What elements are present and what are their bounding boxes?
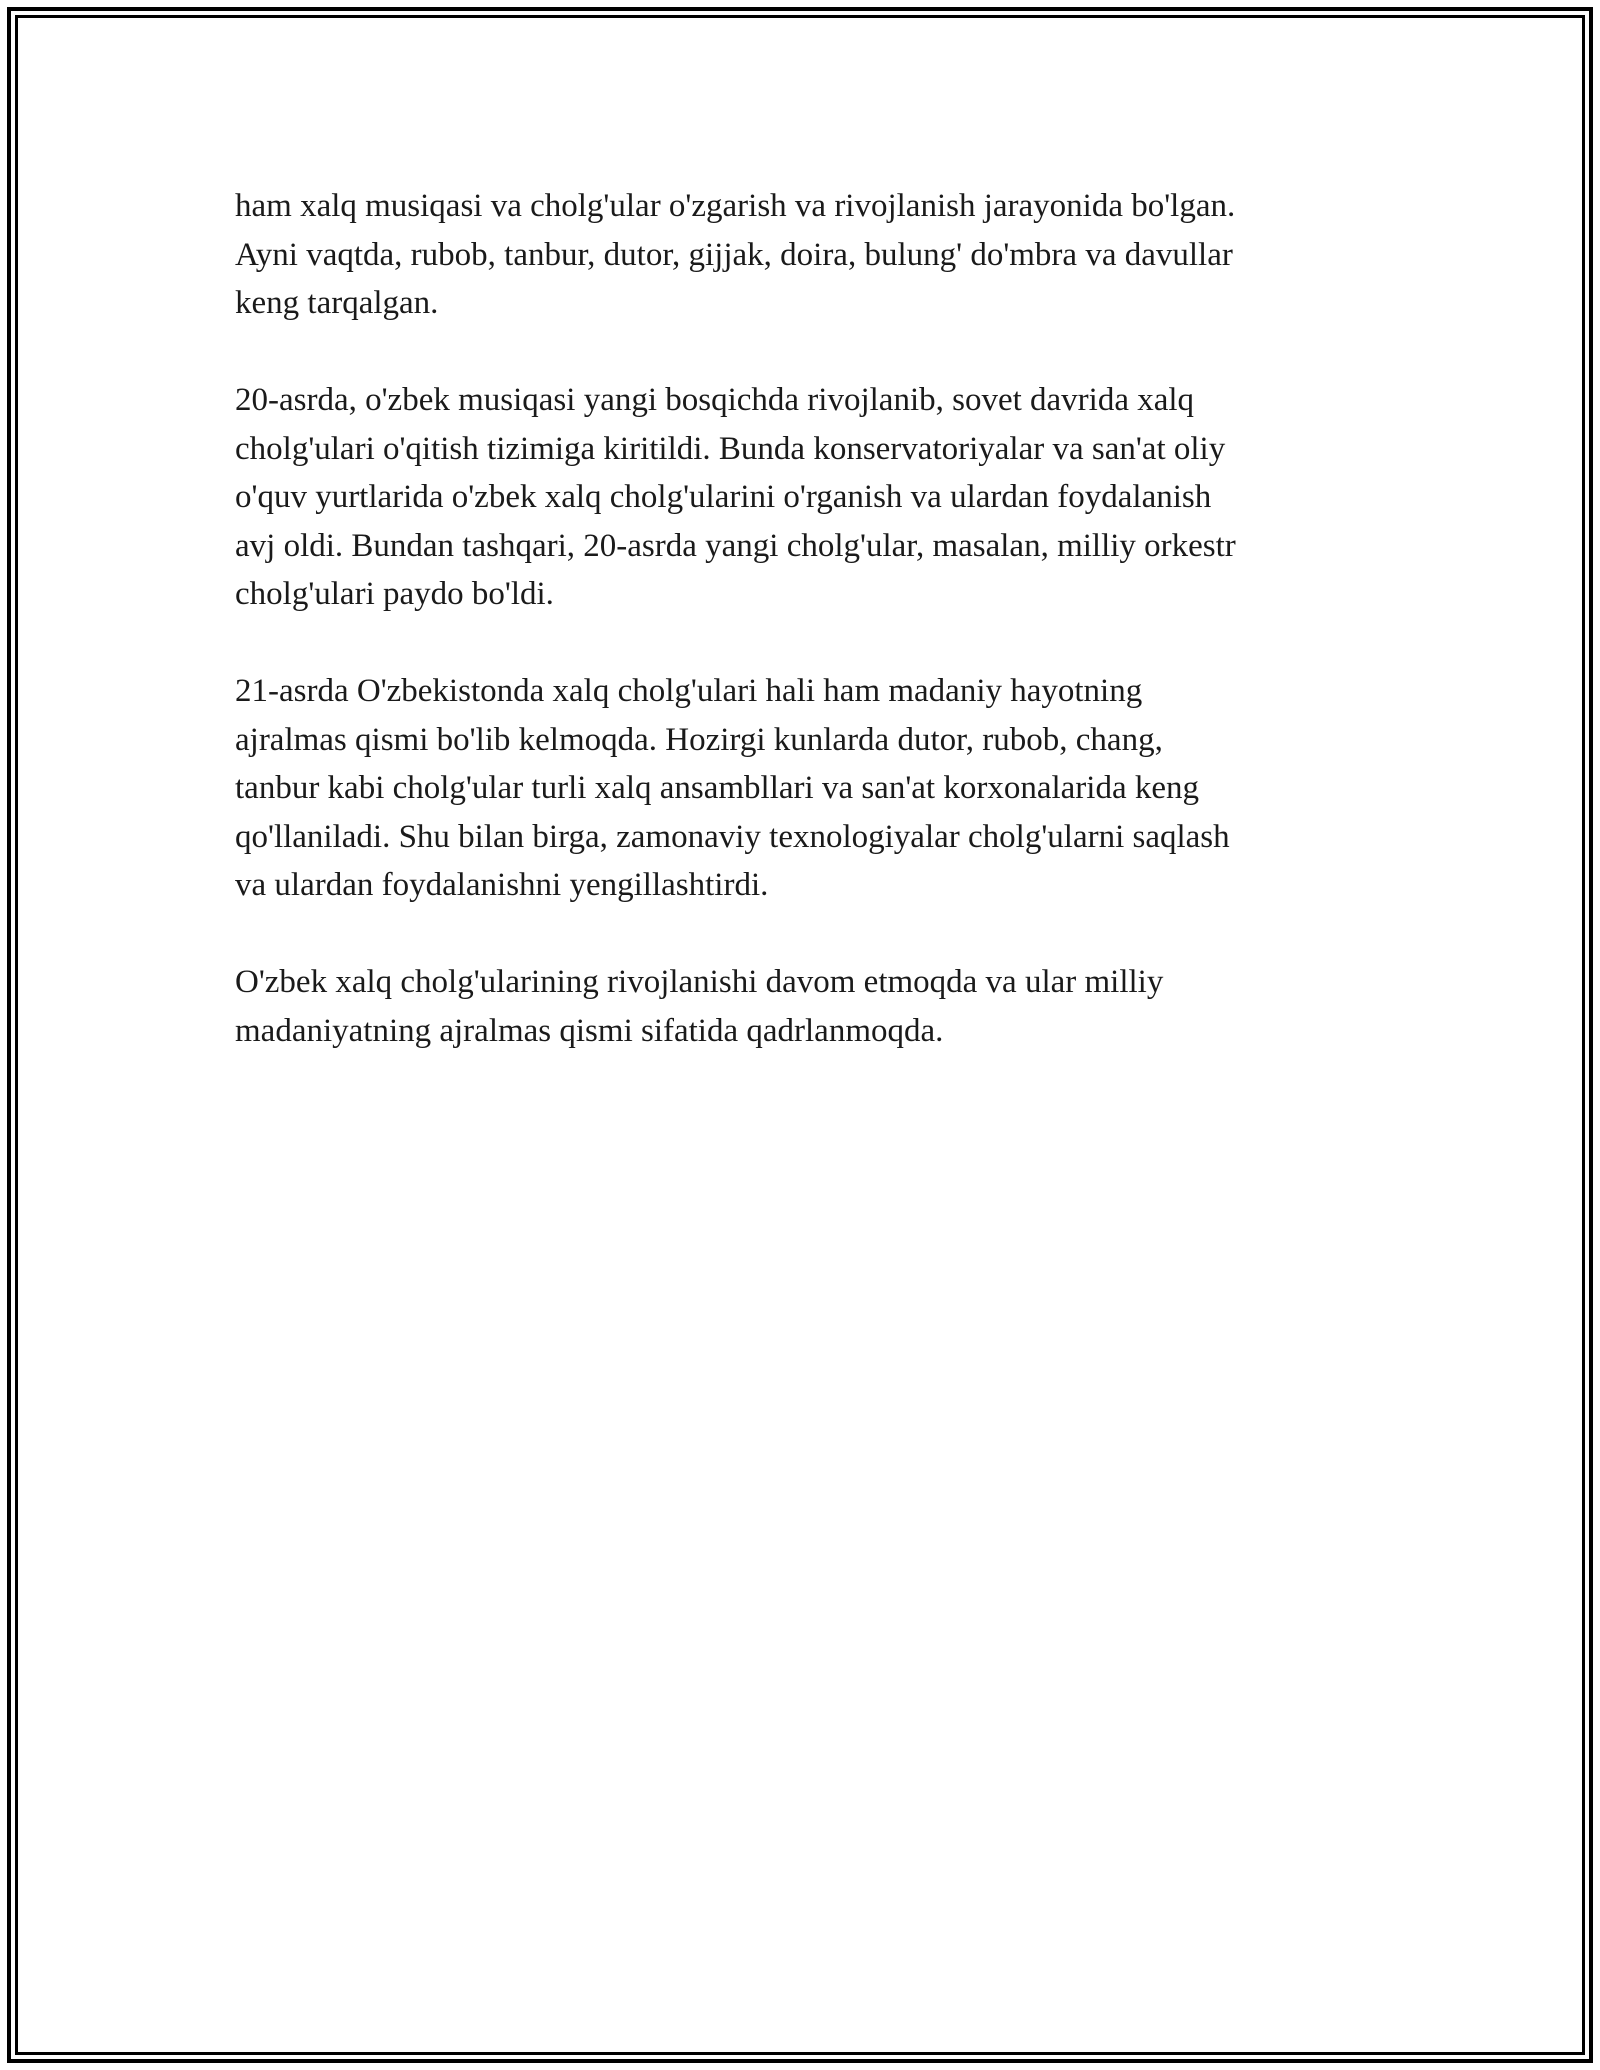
document-body bbox=[235, 182, 1365, 1104]
paragraph-4: O'zbek xalq cholg'ularining rivojlanishi davom etmoqda va ular milliy madaniyatning ajralmas qismi sifatida qadrlanmoqda. bbox=[235, 964, 1164, 1049]
paragraph-2: 20-asrda, o'zbek musiqasi yangi bosqichda rivojlanib, sovet davrida xalq cholg'ulari o'qitish tizimiga kiritildi. Bunda konservatoriyalar va san'at oliy o'quv yurtlarida o'zbek xalq cholg'ularini o'rganish va ulardan foydalanish avj oldi. Bundan tashqari, 20-asrda yangi cholg'ular, masalan, milliy orkestr cholg'ulari paydo bo'ldi. bbox=[235, 382, 1236, 612]
paragraph-3: 21-asrda O'zbekistonda xalq cholg'ulari hali ham madaniy hayotning ajralmas qismi bo'lib kelmoqda. Hozirgi kunlarda dutor, rubob, chang, tanbur kabi cholg'ular turli xalq ansambllari va san'at korxonalarida keng qo'llaniladi. Shu bilan birga, zamonaviy texnologiyalar cholg'ularni saqlash va ulardan foydalanishni yengillashtirdi. bbox=[235, 673, 1230, 903]
paragraph-1: ham xalq musiqasi va cholg'ular o'zgarish va rivojlanish jarayonida bo'lgan. Ayni vaqtda, rubob, tanbur, dutor, gijjak, doira, bulung' do'mbra va davullar keng tarqalgan. bbox=[235, 188, 1236, 321]
